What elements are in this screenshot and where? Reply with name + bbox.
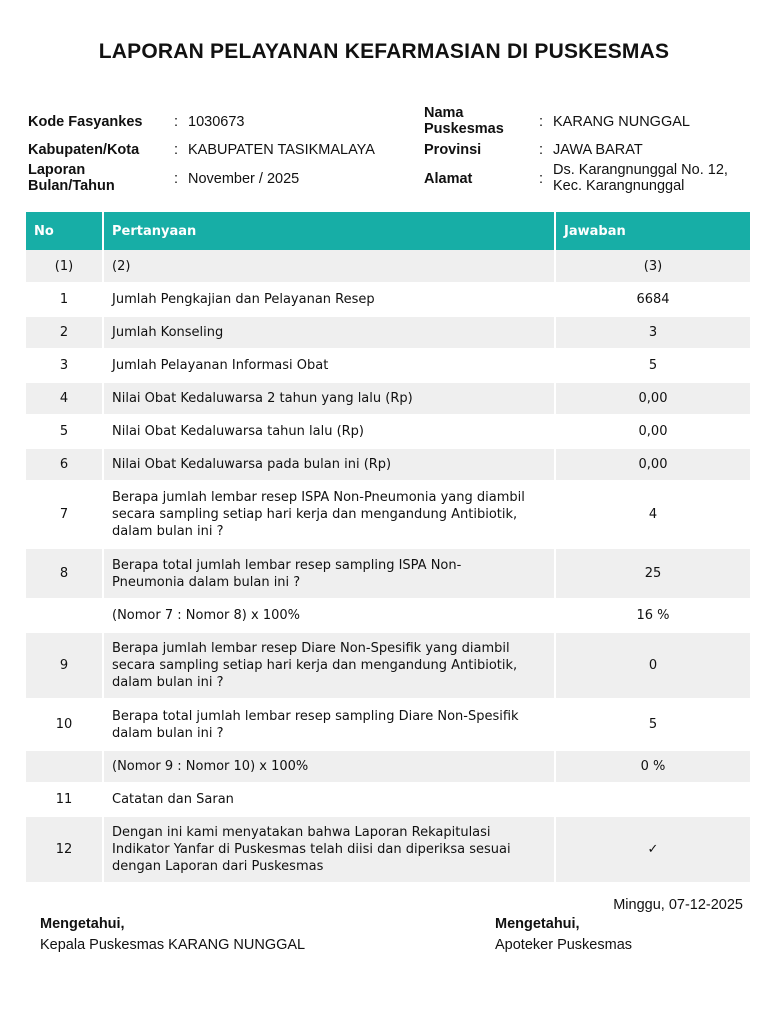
row-answer: 5 <box>555 349 750 382</box>
table-row <box>26 283 750 316</box>
question-line: dalam bulan ini ? <box>112 675 224 690</box>
question-line: Pneumonia dalam bulan ini ? <box>112 574 301 590</box>
question-line: (Nomor 7 : Nomor 8) x 100% <box>112 608 300 623</box>
question-line: dalam bulan ini ? <box>112 524 224 539</box>
row-question <box>103 283 555 316</box>
laporan-colon: : <box>174 171 179 187</box>
left-sign-role: Kepala Puskesmas KARANG NUNGGAL <box>40 937 306 953</box>
question-line: Nilai Obat Kedaluwarsa 2 tahun yang lalu (Rp) <box>112 391 413 406</box>
nama-colon: : <box>539 114 544 130</box>
row-number <box>26 599 103 632</box>
left-sign-title: Mengetahui, <box>40 916 125 932</box>
row-answer <box>555 783 750 816</box>
row-question <box>103 481 555 548</box>
row-question <box>103 448 555 481</box>
row-number: 5 <box>26 415 103 448</box>
nama-label-1: Nama <box>424 105 464 121</box>
table-row <box>26 481 750 548</box>
row-answer: 0,00 <box>555 448 750 481</box>
row-number: 11 <box>26 783 103 816</box>
row-question <box>103 349 555 382</box>
row-number: 12 <box>26 816 103 883</box>
table-row <box>26 415 750 448</box>
question-line: Jumlah Pelayanan Informasi Obat <box>112 358 329 373</box>
row-number: 8 <box>26 548 103 599</box>
question-line: Jumlah Pengkajian dan Pelayanan Resep <box>112 292 375 307</box>
page-title: LAPORAN PELAYANAN KEFARMASIAN DI PUSKESMAS <box>98 40 670 63</box>
row-question <box>103 548 555 599</box>
row-answer: 3 <box>555 316 750 349</box>
row-number: 4 <box>26 382 103 415</box>
laporan-label-2: Bulan/Tahun <box>28 178 115 194</box>
table-row <box>26 448 750 481</box>
question-line: Berapa total jumlah lembar resep sampling ISPA Non- <box>112 557 462 573</box>
question-line: secara sampling setiap hari kerja dan mengandung Antibiotik, <box>112 507 518 522</box>
row-answer: 0 <box>555 632 750 699</box>
row-number: 9 <box>26 632 103 699</box>
question-line: dengan Laporan dari Puskesmas <box>112 859 324 874</box>
report-date: Minggu, 07-12-2025 <box>613 897 743 913</box>
row-number: 7 <box>26 481 103 548</box>
question-line: Dengan ini kami menyatakan bahwa Laporan Rekapitulasi <box>112 825 491 840</box>
row-answer: 0,00 <box>555 382 750 415</box>
table-row <box>26 548 750 599</box>
header-no: No <box>26 212 103 250</box>
question-line: Nilai Obat Kedaluwarsa pada bulan ini (Rp) <box>112 457 392 472</box>
question-line: (Nomor 9 : Nomor 10) x 100% <box>112 759 309 774</box>
row-answer: 0 % <box>555 750 750 783</box>
row-number: 2 <box>26 316 103 349</box>
row-question <box>103 632 555 699</box>
kode-value: 1030673 <box>188 114 245 130</box>
table-header-row <box>26 212 750 250</box>
kab-label: Kabupaten/Kota <box>28 142 140 158</box>
row-number: 10 <box>26 699 103 750</box>
kab-colon: : <box>174 142 179 158</box>
table-row <box>26 750 750 783</box>
row-number: 6 <box>26 448 103 481</box>
question-line: Catatan dan Saran <box>112 792 234 807</box>
row-question <box>103 750 555 783</box>
right-sign-role: Apoteker Puskesmas <box>495 937 633 953</box>
table-row <box>26 349 750 382</box>
row-answer: 16 % <box>555 599 750 632</box>
row-question <box>103 699 555 750</box>
nama-label-2: Puskesmas <box>424 121 504 137</box>
row-question <box>103 816 555 883</box>
alamat-colon: : <box>539 171 544 187</box>
right-sign-title: Mengetahui, <box>495 916 580 932</box>
checkmark-icon: ✓ <box>555 816 750 883</box>
row-question <box>103 316 555 349</box>
table-row <box>26 599 750 632</box>
table-row <box>26 250 750 283</box>
question-line: Berapa jumlah lembar resep ISPA Non-Pneumonia yang diambil <box>112 490 525 505</box>
row-answer: (3) <box>555 250 750 283</box>
question-line: dalam bulan ini ? <box>112 725 224 741</box>
row-answer: 25 <box>555 548 750 599</box>
kab-value: KABUPATEN TASIKMALAYA <box>188 142 375 158</box>
nama-value: KARANG NUNGGAL <box>553 114 690 130</box>
table-row <box>26 632 750 699</box>
question-line: Berapa total jumlah lembar resep sampling Diare Non-Spesifik <box>112 708 519 724</box>
header-answer: Jawaban <box>555 212 750 250</box>
kode-colon: : <box>174 114 179 130</box>
laporan-label-1: Laporan <box>28 162 86 178</box>
question-line: Nilai Obat Kedaluwarsa tahun lalu (Rp) <box>112 424 365 439</box>
table-body <box>26 250 750 883</box>
header-question: Pertanyaan <box>103 212 555 250</box>
table-row <box>26 699 750 750</box>
alamat-label: Alamat <box>424 171 473 187</box>
table-row <box>26 382 750 415</box>
row-answer: 5 <box>555 699 750 750</box>
row-answer: 0,00 <box>555 415 750 448</box>
question-line: (2) <box>112 258 131 274</box>
table-row <box>26 816 750 883</box>
row-question <box>103 415 555 448</box>
row-number <box>26 750 103 783</box>
alamat-value-1: Ds. Karangnunggal No. 12, <box>553 162 728 178</box>
row-number: 3 <box>26 349 103 382</box>
question-line: secara sampling setiap hari kerja dan mengandung Antibiotik, <box>112 658 518 673</box>
question-line: Berapa jumlah lembar resep Diare Non-Spesifik yang diambil <box>112 641 510 656</box>
row-number: 1 <box>26 283 103 316</box>
row-answer: 6684 <box>555 283 750 316</box>
prov-value: JAWA BARAT <box>553 142 643 158</box>
row-number: (1) <box>26 250 103 283</box>
alamat-value-2: Kec. Karangnunggal <box>553 178 685 194</box>
row-question <box>103 783 555 816</box>
report-table <box>26 212 750 884</box>
question-line: Indikator Yanfar di Puskesmas telah diisi dan diperiksa sesuai <box>112 842 511 857</box>
header-info <box>28 104 740 196</box>
prov-label: Provinsi <box>424 142 482 158</box>
row-question <box>103 599 555 632</box>
row-answer: 4 <box>555 481 750 548</box>
prov-colon: : <box>539 142 544 158</box>
row-question <box>103 382 555 415</box>
kode-label: Kode Fasyankes <box>28 114 143 130</box>
question-line: Jumlah Konseling <box>112 325 224 340</box>
table-row <box>26 783 750 816</box>
row-question <box>103 250 555 283</box>
table-row <box>26 316 750 349</box>
laporan-value: November / 2025 <box>188 171 300 187</box>
